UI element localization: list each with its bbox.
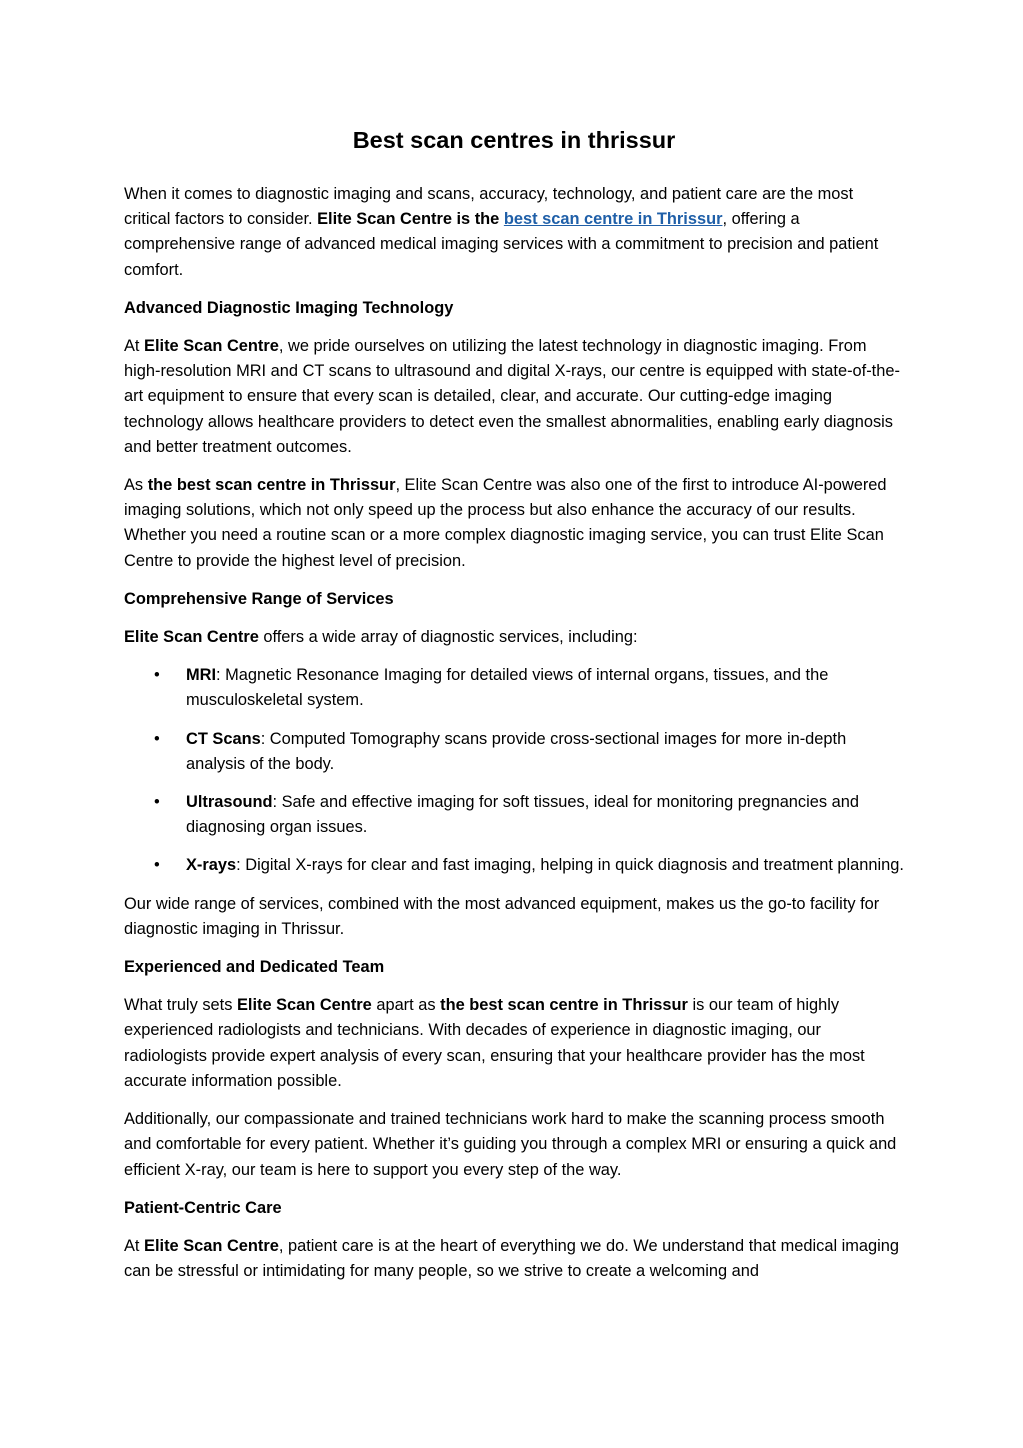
services-intro — [124, 625, 904, 650]
section-heading-care: Patient-Centric Care — [124, 1198, 282, 1217]
text-run: As — [124, 476, 148, 495]
service-term: MRI — [186, 666, 217, 685]
section-heading-team: Experienced and Dedicated Team — [124, 958, 385, 977]
bullet-icon: • — [154, 856, 160, 875]
document-page — [124, 122, 904, 1297]
page-title: Best scan centres in thrissur — [352, 127, 676, 153]
services-outro: Our wide range of services, combined with the most advanced equipment, makes us the go-to facility for diagnostic imaging in Thrissur. — [124, 894, 880, 938]
service-description: : Digital X-rays for clear and fast imaging, helping in quick diagnosis and treatment planning. — [236, 856, 904, 875]
bold-run: Elite Scan Centre — [236, 996, 372, 1015]
service-description: : Safe and effective imaging for soft tissues, ideal for monitoring pregnancies and diagnosing organ issues. — [186, 793, 859, 837]
bullet-icon: • — [154, 666, 160, 685]
list-item — [124, 663, 904, 713]
list-item — [124, 790, 904, 840]
team-paragraph-2: Additionally, our compassionate and trained technicians work hard to make the scanning process smooth and comfortable for every patient. Whether it’s guiding you through a complex MRI or ensuring a quick and efficient X-ray, our team is here to support you every step of the way. — [124, 1110, 897, 1179]
bullet-icon: • — [154, 793, 160, 812]
bold-run: Elite Scan Centre — [144, 1236, 279, 1255]
bullet-icon: • — [154, 729, 160, 748]
service-term: X-rays — [186, 856, 237, 875]
care-paragraph-1 — [124, 1234, 904, 1284]
best-scan-centre-link[interactable]: best scan centre in Thrissur — [503, 210, 723, 229]
team-paragraph-1 — [124, 993, 904, 1094]
service-description: : Computed Tomography scans provide cross-sectional images for more in-depth analysis of the body. — [186, 729, 847, 773]
bold-run: Elite Scan Centre — [124, 628, 259, 647]
text-run: What truly sets — [124, 996, 237, 1015]
text-run: is our team of highly experienced radiologists and technicians. With decades of experience in diagnostic imaging, our radiologists provide expert analysis of every scan, ensuring that your healthcare provider has the most accurate information possible. — [124, 996, 865, 1090]
text-run: At — [124, 1236, 145, 1255]
section-heading-technology: Advanced Diagnostic Imaging Technology — [124, 298, 454, 317]
bold-run: the best scan centre in Thrissur — [440, 996, 688, 1015]
intro-text-end: , offering a comprehensive range of advanced medical imaging services with a commitment to precision and patient comfort. — [124, 210, 879, 279]
text-run: , Elite Scan Centre was also one of the first to introduce AI-powered imaging solutions, which not only speed up the process but also enhance the accuracy of our results. Whether you need a routine scan or a more complex diagnostic imaging service, you can trust Elite Scan Centre to provide the highest level of precision. — [124, 476, 887, 570]
text-run: offers a wide array of diagnostic services, including: — [258, 628, 638, 647]
bold-run: Elite Scan Centre — [144, 337, 279, 356]
intro-bold: Elite Scan Centre is the — [317, 210, 504, 229]
text-run: apart as — [371, 996, 441, 1015]
services-list — [124, 663, 904, 878]
intro-text: When it comes to diagnostic imaging and scans, accuracy, technology, and patient care are the most critical factors to consider. — [124, 185, 854, 229]
list-item — [124, 727, 904, 777]
text-run: , we pride ourselves on utilizing the latest technology in diagnostic imaging. From high-resolution MRI and CT scans to ultrasound and digital X-rays, our centre is equipped with state-of-the-art equipment to ensure that every scan is detailed, clear, and accurate. Our cutting-edge imaging technology allows healthcare providers to detect even the smallest abnormalities, enabling early diagnosis and better treatment outcomes. — [124, 337, 900, 456]
section-heading-services: Comprehensive Range of Services — [124, 589, 394, 608]
technology-paragraph-1 — [124, 334, 904, 460]
text-run: , patient care is at the heart of everything we do. We understand that medical imaging can be stressful or intimidating for many people, so we strive to create a welcoming and — [124, 1236, 900, 1281]
list-item — [124, 853, 904, 878]
technology-paragraph-2 — [124, 473, 904, 574]
service-term: CT Scans — [186, 729, 261, 748]
service-term: Ultrasound — [186, 793, 273, 812]
intro-paragraph — [124, 182, 904, 283]
text-run: At — [124, 337, 145, 356]
bold-run: the best scan centre in Thrissur — [147, 476, 396, 495]
service-description: : Magnetic Resonance Imaging for detailed views of internal organs, tissues, and the musculoskeletal system. — [186, 666, 829, 710]
